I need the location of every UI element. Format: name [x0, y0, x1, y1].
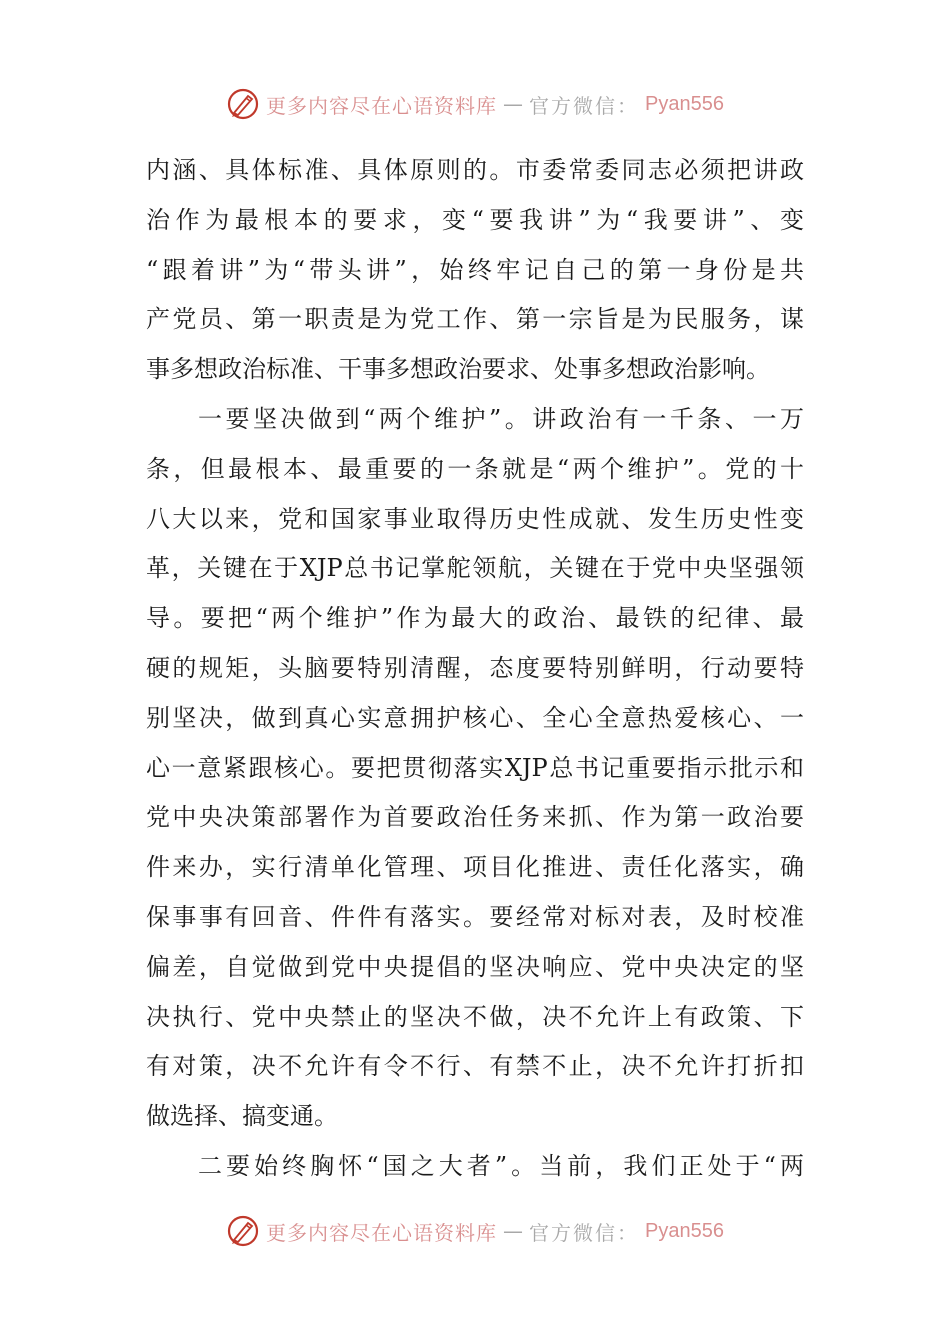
pen-logo-icon	[226, 1214, 260, 1248]
pen-logo-icon	[226, 87, 260, 121]
body-line: 二要始终胸怀“国之大者”。当前，我们正处于“两	[198, 1151, 804, 1180]
body-line: 硬的规矩，头脑要特别清醒，态度要特别鲜明，行动要特	[146, 653, 804, 682]
body-line: 事多想政治标准、干事多想政治要求、处事多想政治影响。	[146, 355, 770, 384]
body-line: 一要坚决做到“两个维护”。讲政治有一千条、一万	[198, 404, 804, 433]
body-line: 八大以来，党和国家事业取得历史性成就、发生历史性变	[146, 504, 804, 533]
body-line: “跟着讲”为“带头讲”，始终牢记自己的第一身份是共	[146, 255, 804, 284]
body-line: 偏差，自觉做到党中央提倡的坚决响应、党中央决定的坚	[146, 952, 804, 981]
body-line: 决执行、党中央禁止的坚决不做，决不允许上有政策、下	[146, 1002, 804, 1031]
body-line: 条，但最根本、最重要的一条就是“两个维护”。党的十	[146, 454, 804, 483]
header-watermark	[0, 84, 950, 124]
document-body	[146, 146, 804, 1192]
watermark-separator: —	[503, 92, 524, 116]
body-line: 革，关键在于XJP总书记掌舵领航，关键在于党中央坚强领	[146, 554, 804, 583]
body-line: 做选择、搞变通。	[146, 1102, 338, 1131]
watermark-wechat-id: Pyan556	[645, 1219, 724, 1242]
body-line: 有对策，决不允许有令不行、有禁不止，决不允许打折扣	[146, 1052, 804, 1081]
body-line: 保事事有回音、件件有落实。要经常对标对表，及时校准	[146, 902, 804, 931]
watermark-wechat-id: Pyan556	[645, 92, 724, 115]
watermark-site-text: 更多内容尽在心语资料库	[266, 1220, 498, 1245]
body-line: 内涵、具体标准、具体原则的。市委常委同志必须把讲政	[146, 156, 804, 184]
body-line: 心一意紧跟核心。要把贯彻落实XJP总书记重要指示批示和	[146, 753, 804, 782]
body-line: 别坚决，做到真心实意拥护核心、全心全意热爱核心、一	[146, 703, 804, 732]
watermark-wechat-label: 官方微信：	[529, 93, 640, 118]
watermark-wechat-label: 官方微信：	[529, 1220, 640, 1245]
body-line: 导。要把“两个维护”作为最大的政治、最铁的纪律、最	[146, 604, 804, 633]
watermark-site-text: 更多内容尽在心语资料库	[266, 93, 498, 118]
body-line: 件来办，实行清单化管理、项目化推进、责任化落实，确	[146, 853, 804, 882]
footer-watermark	[0, 1211, 950, 1251]
watermark-separator: —	[503, 1219, 524, 1243]
body-line: 产党员、第一职责是为党工作、第一宗旨是为民服务，谋	[146, 305, 804, 334]
body-line: 治作为最根本的要求，变“要我讲”为“我要讲”、变	[146, 205, 804, 234]
body-line: 党中央决策部署作为首要政治任务来抓、作为第一政治要	[146, 803, 804, 832]
